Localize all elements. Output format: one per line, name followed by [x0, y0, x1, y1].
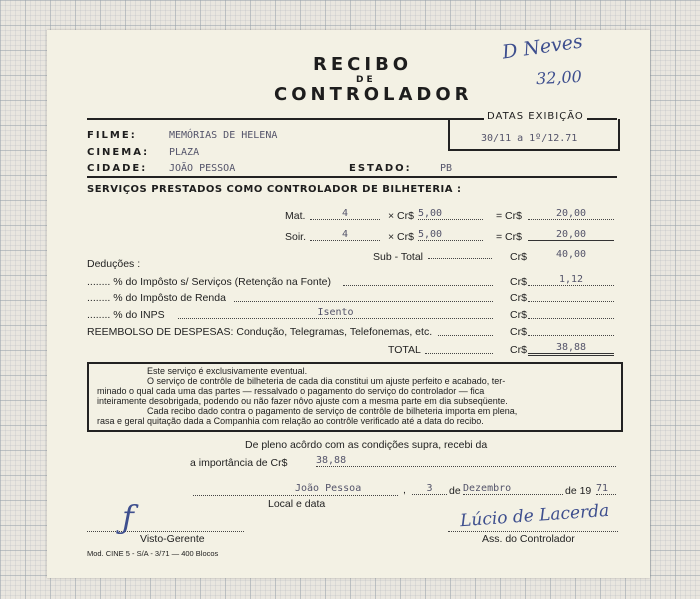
- reembolso-label: REEMBOLSO DE DESPESAS: Condução, Telegramas, Telefonemas, etc.: [87, 326, 433, 338]
- service-amount-soir: 20,00: [528, 229, 614, 241]
- service-qty-mat: 4: [310, 208, 380, 220]
- estado-label: ESTADO:: [349, 163, 412, 174]
- receipt-year-prefix: de 19: [565, 485, 592, 497]
- deduction-row-2-value: [528, 301, 614, 302]
- deduction-row-2-label: [87, 292, 226, 304]
- subtotal-value: 40,00: [555, 249, 587, 260]
- service-unit-mat: 5,00: [418, 208, 483, 220]
- deduction-row-1-dots: [343, 285, 493, 286]
- deduction-row-3-value: [528, 318, 614, 319]
- total-label: TOTAL: [388, 344, 421, 356]
- handwritten-top-amount: 32,00: [535, 66, 583, 89]
- total-currency: Cr$: [510, 344, 527, 356]
- total-leader: [425, 353, 493, 354]
- deduction-row-1-leader: ........: [87, 276, 114, 288]
- local-line: [193, 495, 398, 496]
- service-unit-soir: 5,00: [418, 229, 483, 241]
- notice-line-4: inteiramente desobrigada, podendo ou não fazer nôvo ajuste com a mesma parte em dia subseqüente.: [97, 396, 508, 406]
- deduction-row-3-label: [87, 309, 165, 321]
- notice-line-3: minado o qual cada uma das partes — ressalvado o pagamento do serviço do controlador — fica: [97, 386, 485, 396]
- deduction-row-1-label: [87, 276, 331, 288]
- total-value: 38,88: [528, 342, 614, 356]
- receipt-line-1: De pleno acôrdo com as condições supra, recebi da: [245, 439, 488, 451]
- deduction-row-2-currency: Cr$: [510, 292, 527, 304]
- notice-line-2: O serviço de contrôle de bilheteria de cada dia constitui um ajuste perfeito e acabado, ter-: [147, 376, 506, 386]
- deduction-row-1-text: % do Impôsto s/ Serviços (Retenção na Fonte): [113, 276, 331, 288]
- controller-signature: Lúcio de Lacerda: [459, 500, 610, 532]
- handwritten-top-note: D Neves: [500, 30, 585, 64]
- service-label-soir: Soir.: [285, 231, 307, 243]
- service-times-soir: × Cr$: [388, 231, 414, 243]
- receipt-day: 3: [412, 483, 447, 495]
- reembolso-currency: Cr$: [510, 326, 527, 338]
- cinema-value: PLAZA: [169, 147, 200, 158]
- title-de: DE: [356, 75, 376, 85]
- deduction-row-3-text: % do INPS: [113, 309, 165, 321]
- local-data-label: Local e data: [268, 498, 326, 510]
- fields-rule: [87, 176, 617, 178]
- service-label-mat: Mat.: [285, 210, 306, 222]
- notice-line-1: Este serviço é exclusivamente eventual.: [147, 366, 308, 376]
- service-eq-mat: = Cr$: [496, 210, 522, 222]
- subtotal-label: Sub - Total: [373, 251, 424, 263]
- services-title: SERVIÇOS PRESTADOS COMO CONTROLADOR DE BILHETERIA :: [87, 184, 462, 195]
- deduction-row-3-extra: Isento: [178, 307, 493, 319]
- service-qty-soir: 4: [310, 229, 380, 241]
- receipt-year: 71: [596, 483, 616, 495]
- gerente-label: Visto-Gerente: [140, 533, 205, 545]
- deduction-row-1-currency: Cr$: [510, 276, 527, 288]
- title-recibo: RECIBO: [313, 54, 413, 75]
- reembolso-value: [528, 335, 614, 336]
- reembolso-dots: [438, 335, 493, 336]
- receipt-city: João Pessoa: [295, 483, 362, 494]
- datas-label: DATAS EXIBIÇÃO: [484, 111, 587, 122]
- filme-value: MEMÓRIAS DE HELENA: [169, 130, 278, 141]
- estado-value: PB: [440, 163, 453, 174]
- subtotal-leader: [428, 258, 492, 259]
- cinema-label: CINEMA:: [87, 147, 150, 158]
- deduction-row-2-leader: ........: [87, 292, 114, 304]
- title-controlador: CONTROLADOR: [274, 84, 473, 105]
- service-eq-soir: = Cr$: [496, 231, 522, 243]
- deduction-row-3-leader: ........: [87, 309, 114, 321]
- receipt-month: Dezembro: [463, 483, 563, 495]
- receipt-comma: ,: [403, 484, 406, 496]
- form-code: Mod. CINE 5 - S/A - 3/71 — 400 Blocos: [87, 549, 219, 558]
- service-amount-mat: 20,00: [528, 208, 614, 220]
- deduction-row-3-currency: Cr$: [510, 309, 527, 321]
- receipt-line-2-prefix: a importância de Cr$: [190, 457, 288, 469]
- deduction-row-2-text: % do Impôsto de Renda: [113, 292, 226, 304]
- notice-line-5: Cada recibo dado contra o pagamento de serviço de contrôle de bilheteria importa em plena,: [147, 406, 518, 416]
- notice-box: [87, 362, 623, 432]
- cidade-label: CIDADE:: [87, 163, 148, 174]
- deduction-row-1-value: 1,12: [528, 274, 614, 286]
- gerente-signature: ƒ: [122, 498, 134, 536]
- datas-value: 30/11 a 1º/12.71: [481, 133, 578, 144]
- service-times-mat: × Cr$: [388, 210, 414, 222]
- cidade-value: JOÃO PESSOA: [169, 163, 236, 174]
- receipt-amount: 38,88: [316, 455, 616, 467]
- controlador-label: Ass. do Controlador: [482, 533, 575, 545]
- subtotal-currency: Cr$: [510, 251, 527, 263]
- controlador-sign-line: [448, 531, 618, 532]
- deduction-row-2-dots: [234, 301, 493, 302]
- receipt-de: de: [449, 485, 461, 497]
- filme-label: FILME:: [87, 130, 137, 141]
- notice-line-6: rasa e geral quitação dada a Companhia com relação ao contrôle verificado até a data do recibo.: [97, 416, 484, 426]
- deductions-title: Deduções :: [87, 258, 141, 270]
- gerente-sign-line: [87, 531, 244, 532]
